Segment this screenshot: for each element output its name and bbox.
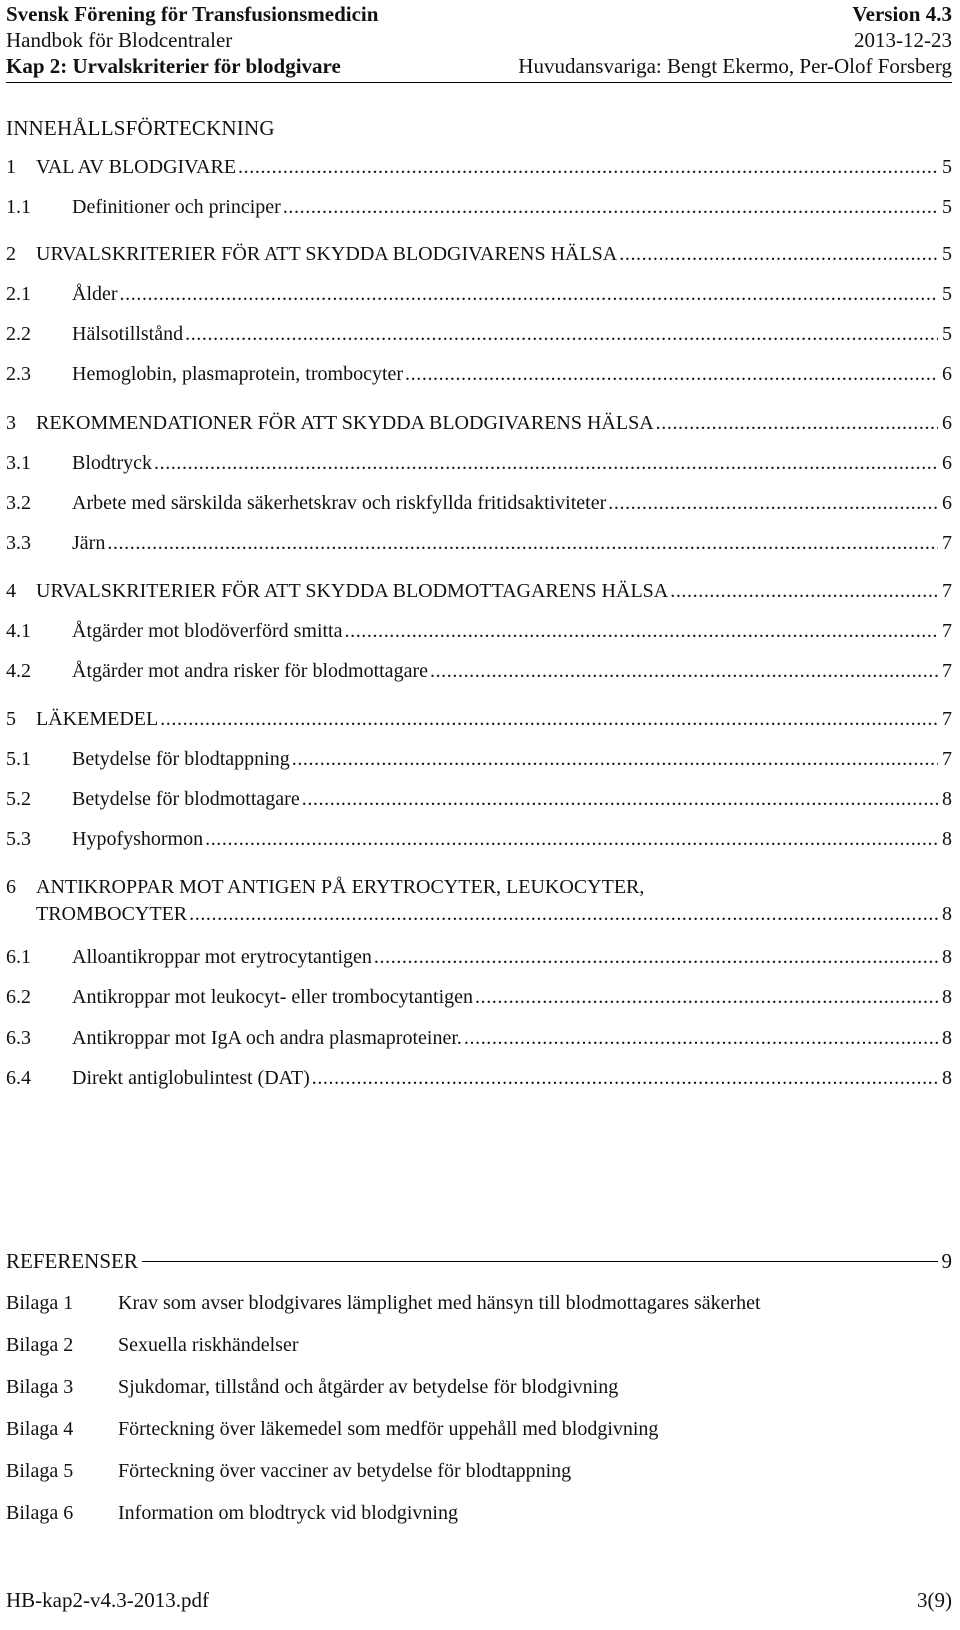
toc-entry-title: Direkt antiglobulintest (DAT) bbox=[72, 1067, 310, 1089]
appendix-title: Sjukdomar, tillstånd och åtgärder av betydelse för blodgivning bbox=[118, 1376, 619, 1398]
toc-entry-title: ANTIKROPPAR MOT ANTIGEN PÅ ERYTROCYTER, LEUKOCYTER, bbox=[36, 876, 645, 898]
toc-entry[interactable] bbox=[6, 1067, 952, 1093]
toc-entry-title: Blodtryck bbox=[72, 452, 152, 474]
toc-dot-leader bbox=[238, 156, 938, 179]
toc-dot-leader bbox=[464, 1027, 938, 1050]
toc-dot-leader bbox=[185, 323, 938, 346]
toc-entry-title: URVALSKRITERIER FÖR ATT SKYDDA BLODMOTTAGARENS HÄLSA bbox=[36, 580, 669, 602]
toc-entry-title: Åtgärder mot blodöverförd smitta bbox=[72, 620, 343, 642]
toc-dot-leader bbox=[312, 1067, 938, 1090]
toc-dot-leader bbox=[107, 532, 938, 555]
toc-entry-page: 7 bbox=[942, 580, 952, 602]
toc-entry-page: 5 bbox=[942, 283, 952, 305]
toc-entry-page: 8 bbox=[942, 946, 952, 968]
toc-entry-page: 5 bbox=[942, 323, 952, 345]
toc-entry[interactable] bbox=[6, 580, 952, 606]
toc-entry[interactable] bbox=[6, 788, 952, 814]
toc-entry-title: Antikroppar mot IgA och andra plasmaproteiner. bbox=[72, 1027, 462, 1049]
toc-dot-leader bbox=[670, 580, 938, 603]
toc-entry-page: 6 bbox=[942, 452, 952, 474]
appendix-item bbox=[6, 1334, 299, 1357]
toc-entry[interactable] bbox=[6, 412, 952, 438]
toc-entry-page: 5 bbox=[942, 243, 952, 265]
toc-entry-number: 3.2 bbox=[6, 492, 31, 514]
toc-entry-page: 7 bbox=[942, 660, 952, 682]
toc-dot-leader bbox=[430, 660, 938, 683]
toc-dot-leader bbox=[475, 986, 938, 1009]
toc-entry-page: 7 bbox=[942, 532, 952, 554]
toc-dot-leader bbox=[292, 748, 938, 771]
toc-dot-leader bbox=[374, 946, 938, 969]
toc-entry-title: Järn bbox=[72, 532, 106, 554]
appendix-item bbox=[6, 1502, 458, 1525]
toc-entry-title: Åtgärder mot andra risker för blodmottagare bbox=[72, 660, 428, 682]
toc-entry-page: 8 bbox=[942, 788, 952, 810]
toc-dot-leader bbox=[656, 412, 938, 435]
toc-entry[interactable] bbox=[6, 946, 952, 972]
toc-entry[interactable] bbox=[6, 828, 952, 854]
toc-entry-page: 7 bbox=[942, 620, 952, 642]
references-page: 9 bbox=[941, 1249, 952, 1273]
toc-entry-number: 2 bbox=[6, 243, 16, 265]
appendix-title: Krav som avser blodgivares lämplighet med hänsyn till blodmottagares säkerhet bbox=[118, 1292, 761, 1314]
toc-dot-leader bbox=[608, 492, 938, 515]
toc-entry-page: 5 bbox=[942, 196, 952, 218]
references-leader bbox=[142, 1261, 938, 1262]
toc-entry-title: TROMBOCYTER bbox=[36, 903, 188, 925]
toc-entry-number: 2.2 bbox=[6, 323, 31, 345]
responsible-persons: Huvudansvariga: Bengt Ekermo, Per-Olof Forsberg bbox=[518, 54, 952, 78]
toc-entry-page: 6 bbox=[942, 412, 952, 434]
toc-entry[interactable] bbox=[6, 363, 952, 389]
toc-entry-number: 6.2 bbox=[6, 986, 31, 1008]
toc-entry-number: 1 bbox=[6, 156, 16, 178]
header-divider bbox=[6, 82, 952, 83]
toc-entry-title: Alloantikroppar mot erytrocytantigen bbox=[72, 946, 372, 968]
toc-entry-title: Betydelse för blodtappning bbox=[72, 748, 290, 770]
footer-page-number: 3(9) bbox=[917, 1588, 952, 1612]
organization-name: Svensk Förening för Transfusionsmedicin bbox=[6, 2, 379, 26]
toc-entry-title: Hemoglobin, plasmaprotein, trombocyter bbox=[72, 363, 404, 385]
toc-entry-number: 5.1 bbox=[6, 748, 31, 770]
appendix-item bbox=[6, 1418, 658, 1441]
header-row-2 bbox=[6, 28, 952, 53]
toc-entry[interactable] bbox=[6, 243, 952, 269]
page-footer bbox=[6, 1588, 952, 1613]
toc-entry-number: 1.1 bbox=[6, 196, 31, 218]
toc-entry-page: 8 bbox=[942, 1027, 952, 1049]
toc-entry[interactable] bbox=[6, 283, 952, 309]
toc-entry[interactable] bbox=[6, 492, 952, 518]
toc-entry-number: 2.1 bbox=[6, 283, 31, 305]
toc-dot-leader bbox=[302, 788, 938, 811]
toc-dot-leader bbox=[405, 363, 938, 386]
toc-entry[interactable] bbox=[6, 903, 952, 929]
toc-dot-leader bbox=[160, 708, 938, 731]
appendix-label: Bilaga 5 bbox=[6, 1460, 74, 1482]
toc-dot-leader bbox=[345, 620, 939, 643]
toc-entry-number: 4 bbox=[6, 580, 16, 602]
toc-entry[interactable] bbox=[6, 748, 952, 774]
toc-entry[interactable] bbox=[6, 876, 952, 902]
appendix-title: Sexuella riskhändelser bbox=[118, 1334, 299, 1356]
toc-entry-number: 2.3 bbox=[6, 363, 31, 385]
document-date: 2013-12-23 bbox=[854, 28, 952, 52]
toc-entry-page: 8 bbox=[942, 828, 952, 850]
document-version: Version 4.3 bbox=[852, 2, 952, 26]
references-entry[interactable] bbox=[6, 1249, 952, 1274]
toc-entry-title: URVALSKRITERIER FÖR ATT SKYDDA BLODGIVARENS HÄLSA bbox=[36, 243, 618, 265]
appendix-item bbox=[6, 1376, 618, 1399]
toc-entry-number: 4.2 bbox=[6, 660, 31, 682]
appendix-label: Bilaga 2 bbox=[6, 1334, 74, 1356]
toc-entry[interactable] bbox=[6, 1027, 952, 1053]
toc-title: INNEHÅLLSFÖRTECKNING bbox=[6, 116, 275, 140]
toc-dot-leader bbox=[283, 196, 938, 219]
toc-entry-page: 7 bbox=[942, 708, 952, 730]
toc-entry[interactable] bbox=[6, 452, 952, 478]
toc-entry-number: 4.1 bbox=[6, 620, 31, 642]
toc-entry-number: 6.1 bbox=[6, 946, 31, 968]
toc-entry-page: 8 bbox=[942, 1067, 952, 1089]
toc-entry-title: Ålder bbox=[72, 283, 118, 305]
toc-entry-title: Antikroppar mot leukocyt- eller trombocytantigen bbox=[72, 986, 473, 1008]
appendix-label: Bilaga 6 bbox=[6, 1502, 74, 1524]
header-row-3 bbox=[6, 54, 952, 79]
footer-filename: HB-kap2-v4.3-2013.pdf bbox=[6, 1588, 209, 1612]
chapter-title: Kap 2: Urvalskriterier för blodgivare bbox=[6, 54, 341, 78]
toc-entry-number: 5 bbox=[6, 708, 16, 730]
appendix-label: Bilaga 1 bbox=[6, 1292, 74, 1314]
toc-entry-number: 6.3 bbox=[6, 1027, 31, 1049]
toc-entry[interactable] bbox=[6, 986, 952, 1012]
toc-entry-number: 6.4 bbox=[6, 1067, 31, 1089]
appendix-title: Information om blodtryck vid blodgivning bbox=[118, 1502, 458, 1524]
toc-entry-number: 6 bbox=[6, 876, 16, 898]
appendix-item bbox=[6, 1292, 761, 1315]
toc-entry[interactable] bbox=[6, 620, 952, 646]
toc-entry[interactable] bbox=[6, 532, 952, 558]
toc-entry-title: Betydelse för blodmottagare bbox=[72, 788, 300, 810]
toc-entry-title: Arbete med särskilda säkerhetskrav och riskfyllda fritidsaktiviteter bbox=[72, 492, 607, 514]
toc-entry-number: 3 bbox=[6, 412, 16, 434]
appendix-label: Bilaga 3 bbox=[6, 1376, 74, 1398]
toc-entry-page: 6 bbox=[942, 492, 952, 514]
toc-dot-leader bbox=[120, 283, 938, 306]
toc-entry[interactable] bbox=[6, 196, 952, 222]
toc-entry-page: 8 bbox=[942, 986, 952, 1008]
toc-entry-title: REKOMMENDATIONER FÖR ATT SKYDDA BLODGIVARENS HÄLSA bbox=[36, 412, 654, 434]
toc-entry-title: LÄKEMEDEL bbox=[36, 708, 159, 730]
appendix-label: Bilaga 4 bbox=[6, 1418, 74, 1440]
toc-entry-number: 3.3 bbox=[6, 532, 31, 554]
toc-entry-title: Hälsotillstånd bbox=[72, 323, 184, 345]
appendix-item bbox=[6, 1460, 571, 1483]
toc-dot-leader bbox=[189, 903, 938, 926]
toc-dot-leader bbox=[205, 828, 938, 851]
toc-entry-page: 5 bbox=[942, 156, 952, 178]
toc-entry-number: 5.3 bbox=[6, 828, 31, 850]
toc-entry-number: 5.2 bbox=[6, 788, 31, 810]
toc-entry-title: VAL AV BLODGIVARE bbox=[36, 156, 237, 178]
toc-dot-leader bbox=[619, 243, 938, 266]
toc-entry-title: Hypofyshormon bbox=[72, 828, 204, 850]
toc-entry[interactable] bbox=[6, 156, 952, 182]
references-label: REFERENSER bbox=[6, 1249, 138, 1273]
toc-entry-page: 6 bbox=[942, 363, 952, 385]
handbook-title: Handbok för Blodcentraler bbox=[6, 28, 233, 52]
header-row-1 bbox=[6, 2, 952, 27]
toc-entry-title: Definitioner och principer bbox=[72, 196, 281, 218]
toc-entry-page: 8 bbox=[942, 903, 952, 925]
toc-entry-number: 3.1 bbox=[6, 452, 31, 474]
appendix-title: Förteckning över vacciner av betydelse för blodtappning bbox=[118, 1460, 572, 1482]
toc-entry[interactable] bbox=[6, 323, 952, 349]
toc-entry-page: 7 bbox=[942, 748, 952, 770]
toc-entry[interactable] bbox=[6, 660, 952, 686]
appendix-title: Förteckning över läkemedel som medför uppehåll med blodgivning bbox=[118, 1418, 659, 1440]
toc-dot-leader bbox=[154, 452, 938, 475]
toc-entry[interactable] bbox=[6, 708, 952, 734]
